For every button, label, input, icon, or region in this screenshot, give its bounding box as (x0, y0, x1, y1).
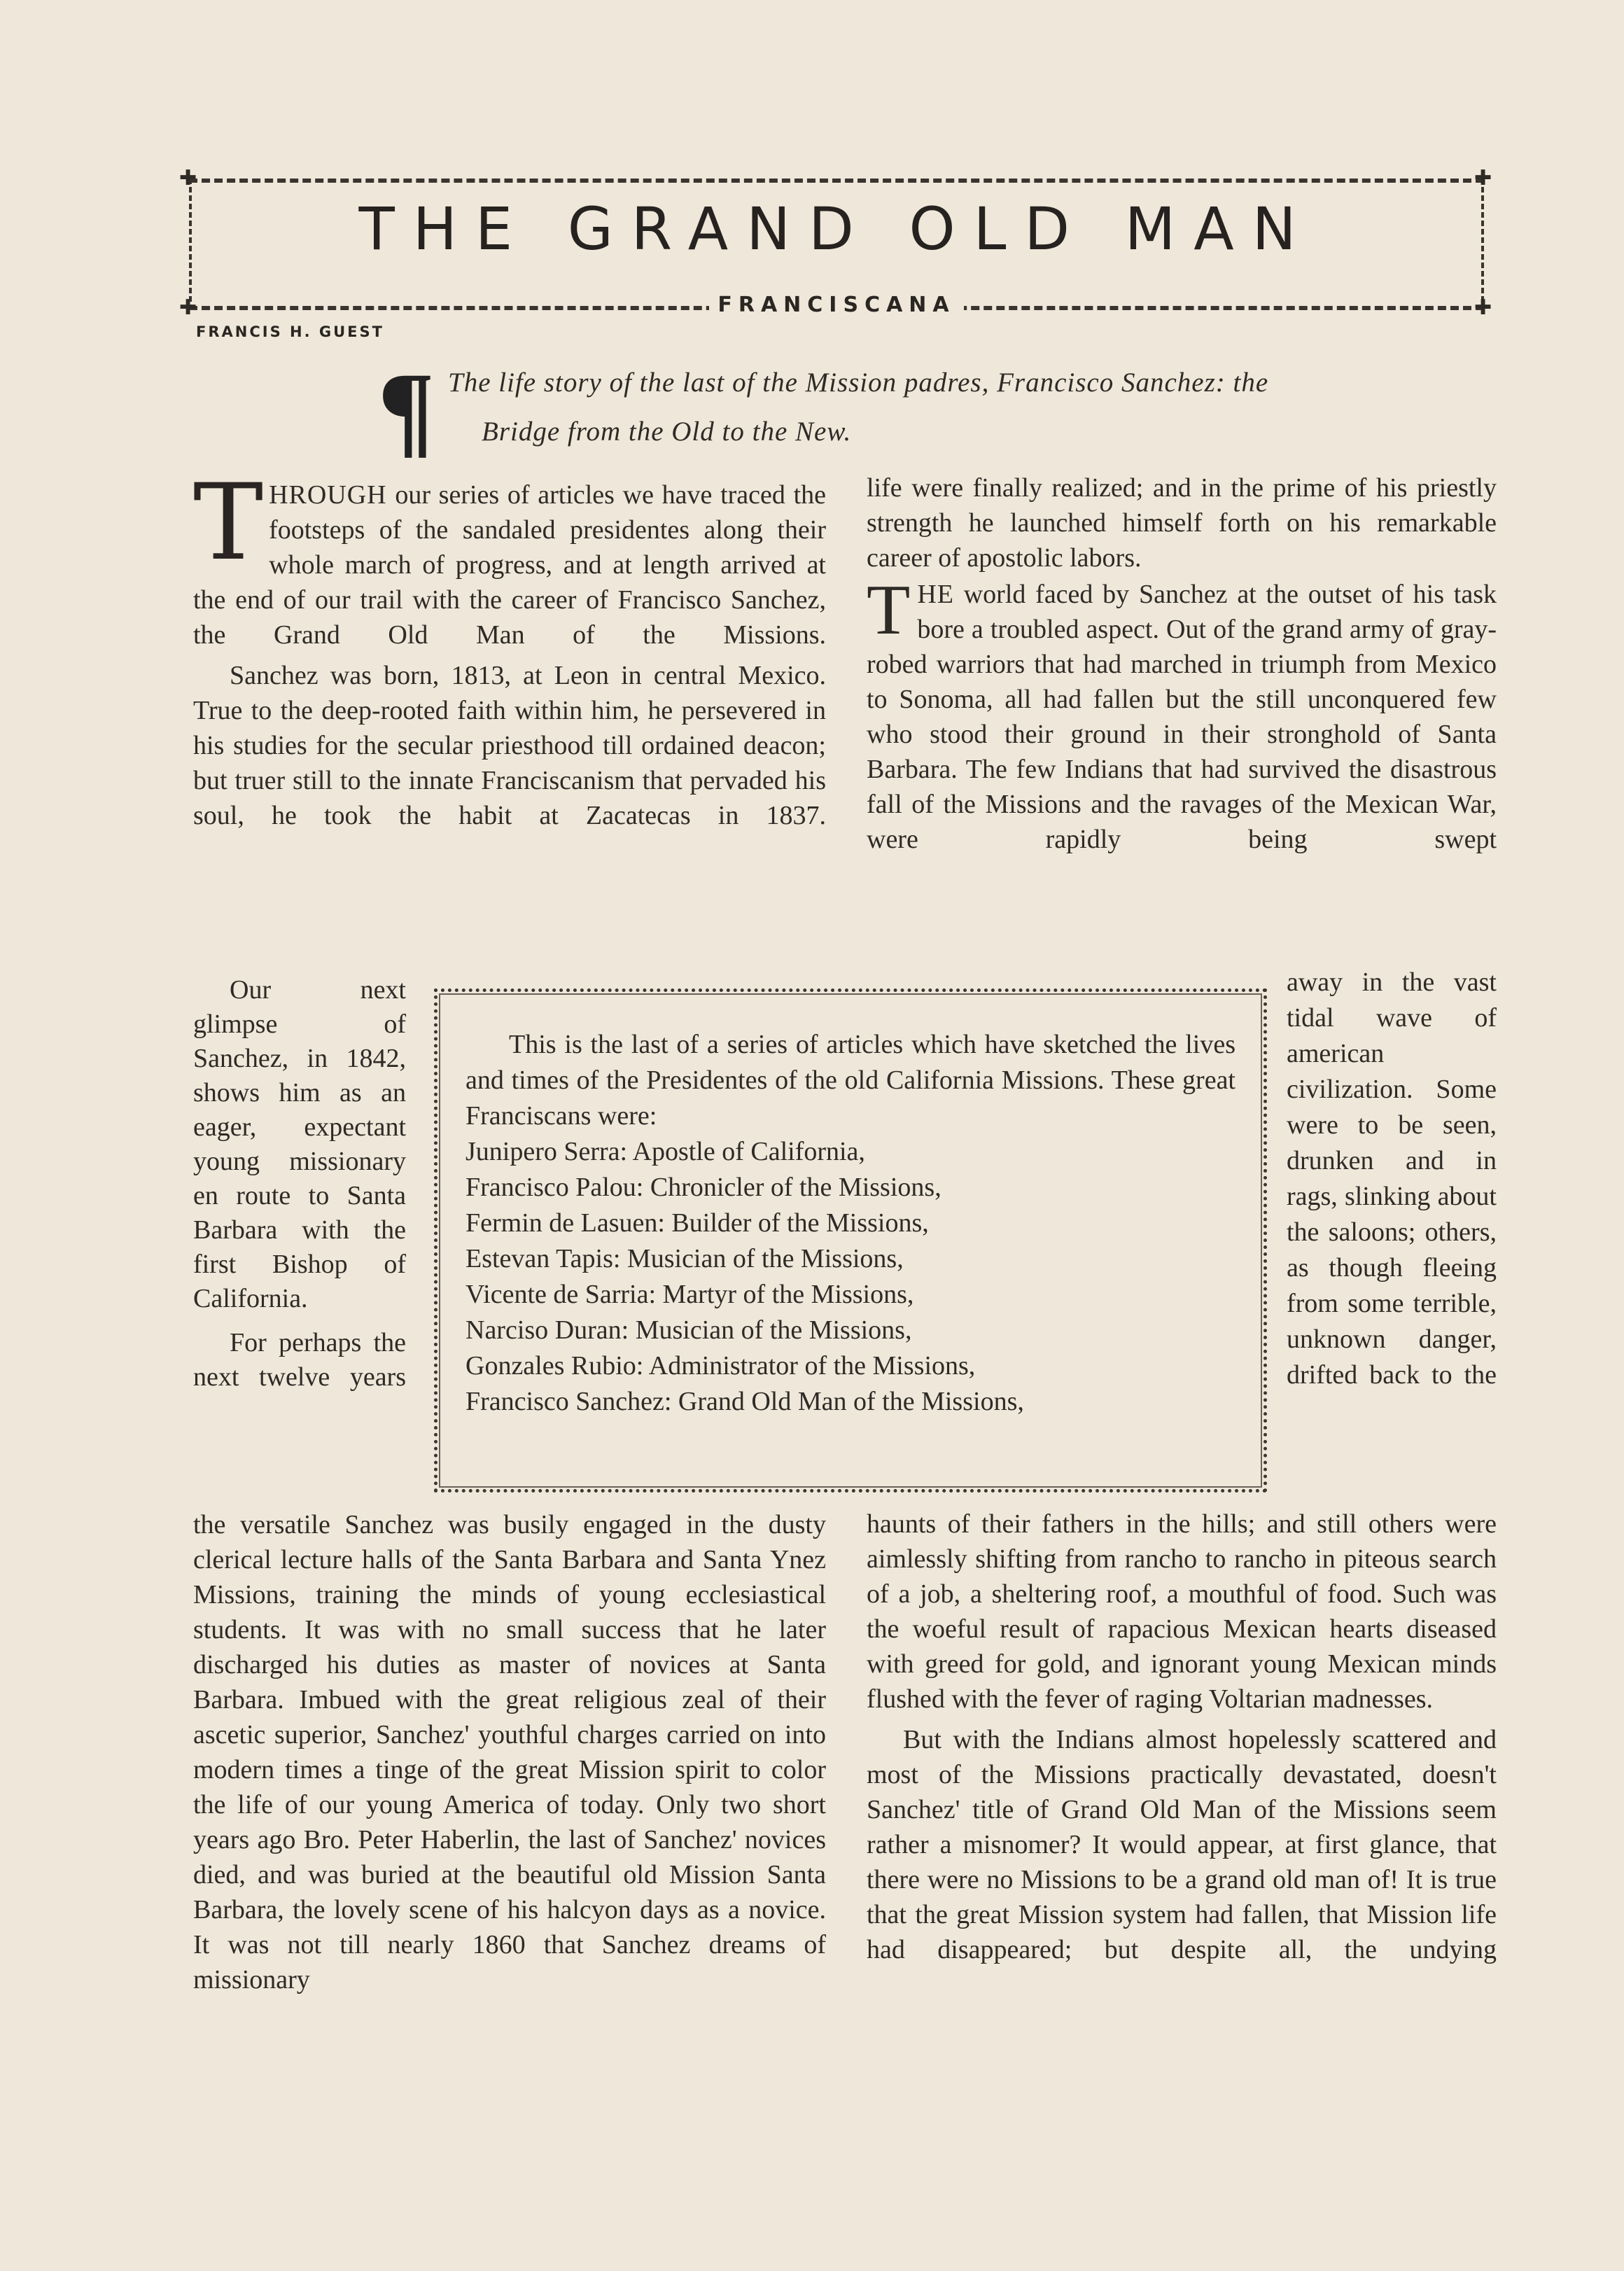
series-note-box (434, 988, 1267, 1493)
corner-ornament-bottom-right: ✚ (1474, 295, 1492, 320)
list-item: Vicente de Sarria: Martyr of the Missions, (465, 1280, 914, 1309)
corner-ornament-bottom-left: ✚ (179, 295, 197, 320)
right-narrow-column (1287, 965, 1497, 1393)
lead-word: HROUGH (269, 480, 387, 510)
left-column-bottom (193, 1507, 826, 1997)
left-narrow-column (193, 973, 406, 1395)
list-item: Narciso Duran: Musician of the Missions, (465, 1315, 912, 1345)
paragraph-glimpse: Our next glimpse of Sanchez, in 1842, shows him as an eager, expectant young missionary en route to Santa Barbara with the first Bishop of California. (193, 975, 406, 1313)
list-item: Francisco Sanchez: Grand Old Man of the Missions, (465, 1387, 1024, 1416)
right-column-top (867, 470, 1497, 857)
corner-ornament-top-left: ✚ (179, 166, 197, 190)
subtitle-line-1: The life story of the last of the Mission padres, Francisco Sanchez: the (448, 368, 1269, 398)
list-item: Francisco Palou: Chronicler of the Missions, (465, 1173, 941, 1202)
article-subtitle (448, 358, 1498, 456)
lead-word-2: HE (917, 580, 954, 609)
presidentes-list (465, 1134, 1236, 1420)
paragraph-but: But with the Indians almost hopelessly scattered and most of the Missions practically devastated, doesn't Sanchez' title of Grand Old Man of the Missions seem rather a misnomer? It would appear, at first glance, that there were no Missions to be a grand old man of! It is true that the great Mission system had fallen, that Mission life had disappeared; but despite all, the undying (867, 1725, 1497, 1964)
paragraph-realized: life were finally realized; and in the prime of his priestly strength he launched himself forth on his remarkable career of apostolic labors. (867, 473, 1497, 573)
paragraph-tidal-wave: away in the vast tidal wave of american civilization. Some were to be seen, drunken and in rags, slinking about the saloons; others, as though fleeing from some terrible, unknown danger, drifted back to the (1287, 967, 1497, 1390)
drop-cap-2: T (867, 571, 911, 650)
paragraph-perhaps-continued: the versatile Sanchez was busily engaged in the dusty clerical lecture halls of the Santa Barbara and Santa Ynez Missions, training the minds of young ecclesiastical students. It was with no small success that he later discharged his duties as master of novices at Santa Barbara. Imbued with the great religious zeal of their ascetic superior, Sanchez' youthful charges carried on into modern times a tinge of the great Mission spirit to color the life of our young America of today. Only two short years ago Bro. Peter Haberlin, the last of Sanchez' novices died, and was buried at the beautiful old Mission Santa Barbara, the lovely scene of his halcyon days as a novice. It was not till nearly 1860 that Sanchez dreams of missionary (193, 1510, 826, 1994)
corner-ornament-top-right: ✚ (1474, 166, 1492, 190)
paragraph-world (867, 571, 1497, 857)
paragraph-haunts: haunts of their fathers in the hills; and still others were aimlessly shifting from rancho to rancho in piteous search of a job, a sheltering roof, a mouthful of food. Such was the woeful result of rapacious Mexican hearts diseased with greed for gold, and ignorant young Mexican minds flushed with the fever of raging Voltarian madnesses. (867, 1509, 1497, 1714)
subtitle-line-2: Bridge from the Old to the New. (482, 417, 852, 447)
list-item: Gonzales Rubio: Administrator of the Missions, (465, 1351, 976, 1381)
paragraph-text: world faced by Sanchez at the outset of his task bore a troubled aspect. Out of the grand army of gray-robed warriors that had marched in triumph from Mexico to Sonoma, all had fallen but the still unconquered few who stood their ground in their stronghold of Santa Barbara. The few Indians that had survived the disastrous fall of the Missions and the ravages of the Mexican War, were rapidly being swept (867, 580, 1497, 854)
list-item: Junipero Serra: Apostle of California, (465, 1137, 865, 1166)
drop-cap: T (193, 462, 264, 584)
page-title: THE GRAND OLD MAN (358, 195, 1315, 263)
paragraph-perhaps-start: For perhaps the next twelve years (193, 1328, 406, 1392)
list-item: Estevan Tapis: Musician of the Missions, (465, 1244, 904, 1273)
section-label-text: FRANCISCANA (709, 293, 963, 317)
paragraph-text: our series of articles we have traced the footsteps of the sandaled presidentes along their whole march of progress, and at length arrived at the end of our trail with the career of Francisco Sanchez, the Grand Old Man of the Missions. (193, 480, 826, 650)
pilcrow-icon: ¶ (378, 351, 435, 468)
paragraph-intro (193, 462, 826, 652)
right-column-bottom (867, 1507, 1497, 1967)
left-column-top (193, 462, 826, 833)
author-byline: FRANCIS H. GUEST (196, 323, 384, 340)
paragraph-birth: Sanchez was born, 1813, at Leon in central Mexico. True to the deep-rooted faith within him, he persevered in his studies for the secular priesthood till ordained deacon; but truer still to the innate Franciscanism that pervaded his soul, he took the habit at Zacatecas in 1837. (193, 661, 826, 830)
section-label (189, 293, 1484, 317)
list-item: Fermin de Lasuen: Builder of the Missions, (465, 1208, 929, 1238)
note-intro: This is the last of a series of articles which have sketched the lives and times of the Presidentes of the old California Missions. These great Franciscans were: (465, 1030, 1236, 1131)
